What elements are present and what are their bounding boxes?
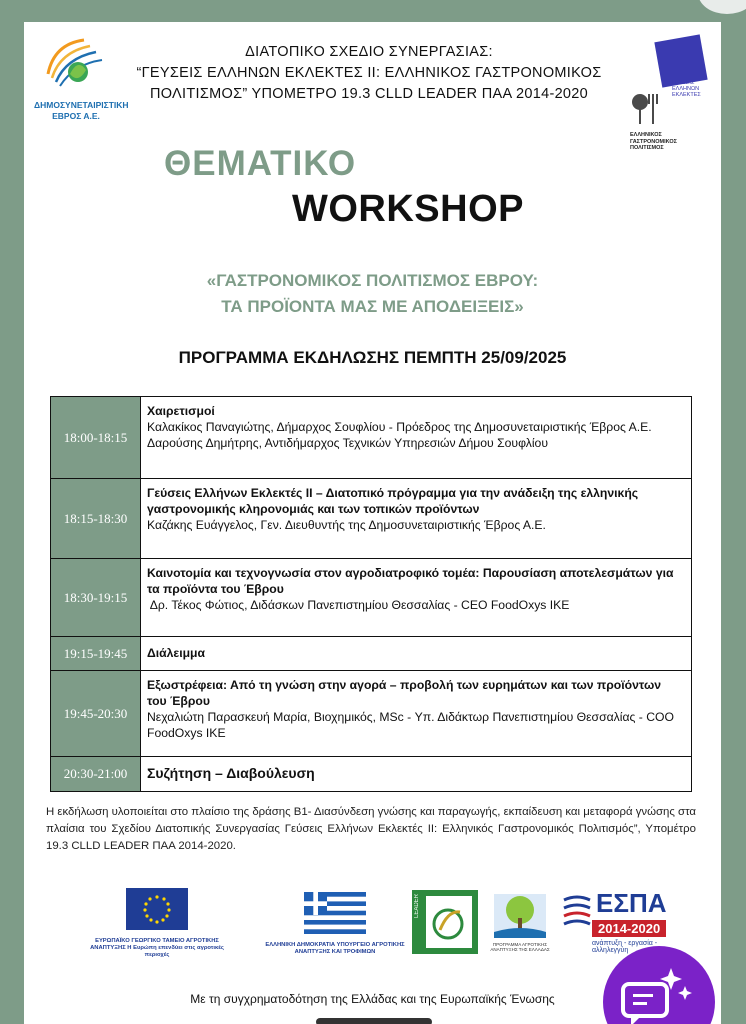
header-title <box>124 42 614 105</box>
workshop-title: WORKSHOP <box>292 188 524 230</box>
schedule-row <box>51 637 691 671</box>
subtitle-line-2: ΤΑ ΠΡΟΪΟΝΤΑ ΜΑΣ ΜΕ ΑΠΟΔΕΙΞΕΙΣ» <box>221 297 524 316</box>
schedule-time: 18:15-18:30 <box>51 479 141 558</box>
top-corner-shape <box>698 0 746 14</box>
leader-label: LEADER <box>414 894 420 919</box>
greek-flag-icon <box>304 892 366 934</box>
schedule-content <box>141 637 213 670</box>
schedule-content <box>141 479 691 558</box>
schedule-content <box>141 757 323 791</box>
schedule-time: 18:30-19:15 <box>51 559 141 636</box>
schedule-title: Διάλειμμα <box>147 645 205 660</box>
org-logo <box>34 34 129 124</box>
header-line-2: “ΓΕΥΣΕΙΣ ΕΛΛΗΝΩΝ ΕΚΛΕΚΤΕΣ ΙΙ: ΕΛΛΗΝΙΚΟΣ ΓΑΣΤΡΟΝΟΜΙΚΟΣ <box>136 65 602 81</box>
schedule-time: 18:00-18:15 <box>51 397 141 478</box>
eu-text: ΕΥΡΩΠΑΪΚΟ ΓΕΩΡΓΙΚΟ ΤΑΜΕΙΟ ΑΓΡΟΤΙΚΗΣ ΑΝΑΠΤΥΞΗΣ Η Ευρώπη επενδύει στις αγροτικές περιοχές <box>90 938 224 958</box>
schedule-title: Χαιρετισμοί <box>147 404 215 418</box>
rural-program-logo <box>490 888 550 958</box>
gastronomy-logo <box>620 36 720 156</box>
schedule-speaker: Νεχαλιώτη Παρασκευή Μαρία, Βιοχημικός, MSc - Υπ. Διδάκτωρ Πανεπιστημίου Θεσσαλίας - COO FoodOxys IKE <box>147 710 674 740</box>
schedule-speaker: Δρ. Τέκος Φώτιος, Διδάσκων Πανεπιστημίου Θεσσαλίας - CEO FoodOxys IKE <box>147 598 570 612</box>
schedule-time: 19:15-19:45 <box>51 637 141 670</box>
logo-side-text: ΓΕΥΣΕΙΣ ΕΛΛΗΝΩΝ ΕΚΛΕΚΤΕΣ <box>672 80 701 98</box>
rural-program-text: ΠΡΟΓΡΑΜΜΑ ΑΓΡΟΤΙΚΗΣ ΑΝΑΠΤΥΞΗΣ ΤΗΣ ΕΛΛΑΔΑΣ <box>490 942 550 952</box>
espa-tagline: ανάπτυξη - εργασία - αλληλεγγύη <box>592 940 658 954</box>
schedule-speaker: Καζάκης Ευάγγελος, Γεν. Διευθυντής της Δημοσυνεταιριστικής Έβρος Α.Ε. <box>147 518 546 532</box>
tree-icon <box>490 888 550 940</box>
schedule-time: 20:30-21:00 <box>51 757 141 791</box>
subtitle-line-1: «ΓΑΣΤΡΟΝΟΜΙΚΟΣ ΠΟΛΙΤΙΣΜΟΣ ΕΒΡΟΥ: <box>206 271 539 290</box>
schedule-content <box>141 559 691 636</box>
schedule-row <box>51 397 691 479</box>
eu-flag-icon <box>126 888 188 930</box>
schedule-title: Καινοτομία και τεχνογνωσία στον αγροδιατροφικό τομέα: Παρουσίαση αποτελεσμάτων για τα προϊόντα του Έβρου <box>147 566 674 596</box>
schedule-speaker: Δαρούσης Δημήτρης, Αντιδήμαρχος Τεχνικών Υπηρεσιών Δήμου Σουφλίου <box>147 436 548 450</box>
eu-logo <box>82 888 232 959</box>
schedule-table <box>50 396 692 792</box>
espa-title: ΕΣΠΑ <box>596 888 667 918</box>
schedule-row <box>51 559 691 637</box>
espa-years: 2014-2020 <box>592 920 666 937</box>
greece-text: ΕΛΛΗΝΙΚΗ ΔΗΜΟΚΡΑΤΙΑ ΥΠΟΥΡΓΕΙΟ ΑΓΡΟΤΙΚΗΣ ΑΝΑΠΤΥΞΗΣ ΚΑΙ ΤΡΟΦΙΜΩΝ <box>265 942 405 955</box>
chat-sparkle-icon <box>619 964 699 1024</box>
schedule-row <box>51 757 691 791</box>
schedule-title: Συζήτηση – Διαβούλευση <box>147 765 315 781</box>
schedule-title: Γεύσεις Ελλήνων Εκλεκτές ΙΙ – Διατοπικό πρόγραμμα για την ανάδειξη της ελληνικής γαστρονομικής κληρονομιάς και των τοπικών προϊόντων <box>147 486 639 516</box>
event-subtitle <box>24 268 721 320</box>
funding-note: Η εκδήλωση υλοποιείται στο πλαίσιο της δράσης Β1- Διασύνδεση γνώσης και παραγωγής, εκπαίδευση και μεταφορά γνώσης στα πλαίσια του Σχεδίου Διατοπικής Συνεργασίας Γεύσεις Ελλήνων Εκλεκτές ΙΙ: Ελληνικός Γαστρονομικός Πολιτισμός”, Υπομέτρο 19.3 CLLD LEADER ΠΑΑ 2014-2020. <box>46 806 696 852</box>
schedule-row <box>51 671 691 757</box>
program-title: ΠΡΟΓΡΑΜΜΑ ΕΚΔΗΛΩΣΗΣ ΠΕΜΠΤΗ 25/09/2025 <box>178 348 567 367</box>
schedule-content <box>141 671 691 756</box>
poster-page <box>24 22 721 1024</box>
leader-logo <box>412 890 478 954</box>
schedule-time: 19:45-20:30 <box>51 671 141 756</box>
schedule-title: Εξωστρέφεια: Από τη γνώση στην αγορά – προβολή των ευρημάτων και των προϊόντων του Έβρου <box>147 678 662 708</box>
logo-text: ΕΛΛΗΝΙΚΟΣ ΓΑΣΤΡΟΝΟΜΙΚΟΣ ΠΟΛΙΤΙΣΜΟΣ <box>630 132 677 151</box>
org-name: ΔΗΜΟΣΥΝΕΤΑΙΡΙΣΤΙΚΗ ΕΒΡΟΣ Α.Ε. <box>34 100 129 121</box>
schedule-content <box>141 397 660 478</box>
schedule-speaker: Καλακίκος Παναγιώτης, Δήμαρχος Σουφλίου - Πρόεδρος της Δημοσυνεταιριστικής Έβρος Α.Ε. <box>147 420 652 434</box>
header-line-3: ΠΟΛΙΤΙΣΜΟΣ” ΥΠΟΜΕΤΡΟ 19.3 CLLD LEADER ΠΑΑ 2014-2020 <box>149 86 589 102</box>
theme-title: ΘΕΜΑΤΙΚΟ <box>164 144 357 183</box>
greece-logo <box>260 892 410 956</box>
wheat-leaf-icon <box>34 34 118 98</box>
cofunding-text: Με τη συγχρηματοδότηση της Ελλάδας και της Ευρωπαϊκής Ένωσης <box>190 992 555 1006</box>
espa-flag-icon <box>562 892 592 932</box>
leader-leaf-icon <box>412 890 478 954</box>
home-indicator <box>316 1018 432 1024</box>
tree-fork-icon <box>628 88 668 128</box>
header-line-1: ΔΙΑΤΟΠΙΚΟ ΣΧΕΔΙΟ ΣΥΝΕΡΓΑΣΙΑΣ: <box>245 44 493 60</box>
schedule-row <box>51 479 691 559</box>
